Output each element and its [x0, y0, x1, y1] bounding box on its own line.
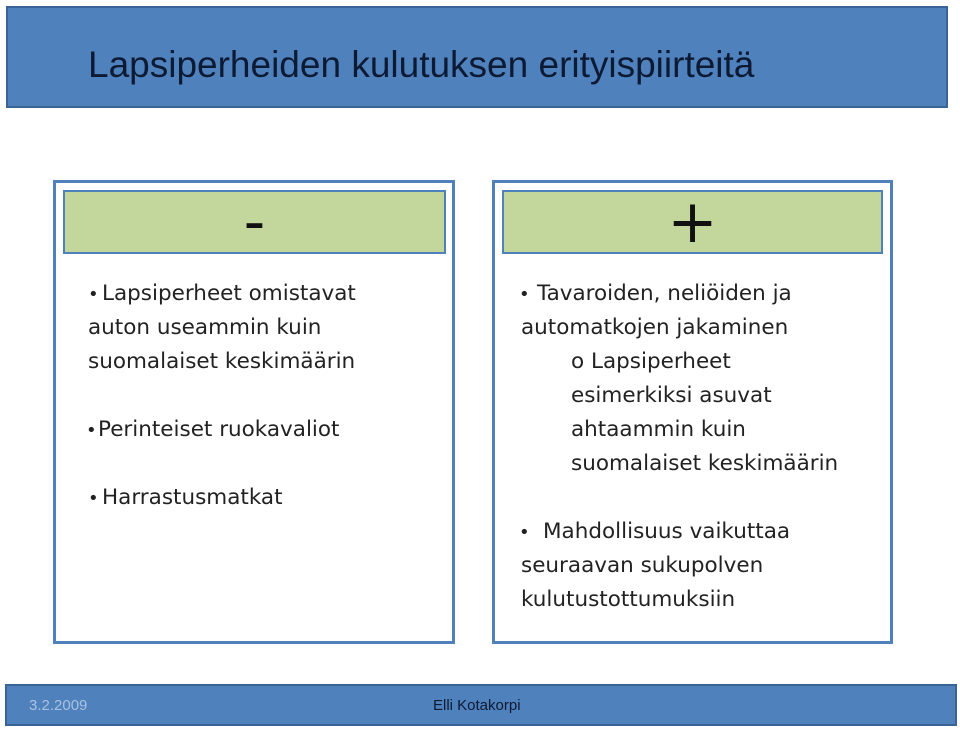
minus-item-1-line-3: suomalaiset keskimäärin [88, 349, 356, 374]
minus-sign: - [243, 187, 266, 257]
minus-item-2: •Perinteiset ruokavaliot [86, 413, 340, 448]
footer-author: Elli Kotakorpi [433, 697, 521, 714]
minus-panel [53, 180, 455, 644]
bullet-icon: • [88, 488, 99, 509]
minus-item-1-line-1: • Lapsiperheet omistavat [88, 277, 356, 312]
plus-sign: + [667, 187, 718, 257]
plus-item-1-line-1: • Tavaroiden, neliöiden ja [519, 277, 792, 312]
bullet-icon: • [88, 284, 99, 305]
footer-date: 3.2.2009 [29, 697, 88, 714]
slide-title: Lapsiperheiden kulutuksen erityispiirteitä [88, 44, 755, 85]
minus-item-1-line-2: auton useammin kuin [88, 315, 322, 340]
plus-subitem-line-4: suomalaiset keskimäärin [571, 451, 839, 476]
sub-bullet-icon: o [571, 349, 585, 374]
plus-item-1-line-2: automatkojen jakaminen [521, 315, 789, 340]
minus-header [63, 187, 446, 257]
bullet-icon: • [86, 420, 97, 441]
bullet-icon: • [519, 522, 530, 543]
footer-bar [5, 684, 957, 726]
plus-item-2-line-3: kulutustottumuksiin [521, 587, 736, 612]
plus-subitem-line-2: esimerkiksi asuvat [571, 383, 772, 408]
minus-item-3: • Harrastusmatkat [88, 481, 283, 516]
plus-subitem-line-3: ahtaammin kuin [571, 417, 746, 442]
bullet-icon: • [519, 284, 530, 305]
plus-subitem-line-1: o Lapsiperheet [571, 349, 731, 374]
plus-item-2-line-2: seuraavan sukupolven [521, 553, 764, 578]
plus-item-2-line-1: • Mahdollisuus vaikuttaa [519, 515, 790, 550]
plus-header [502, 187, 883, 257]
